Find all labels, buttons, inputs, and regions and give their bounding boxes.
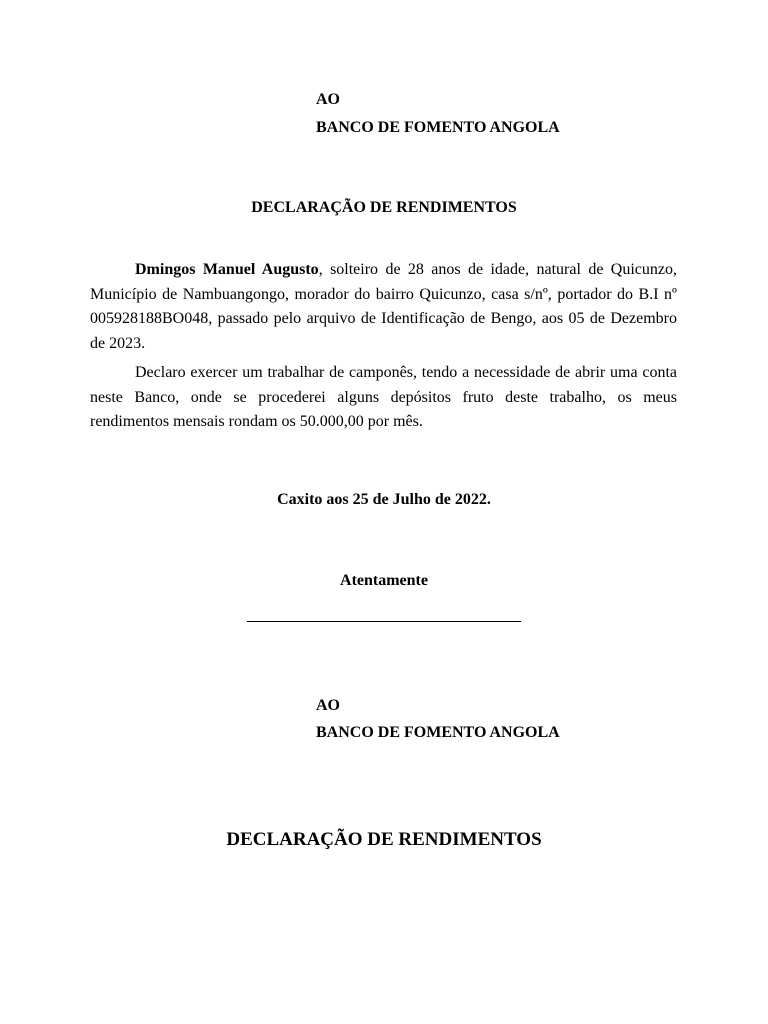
declaration-paragraph-1 (90, 258, 677, 356)
declaration-paragraph-2: Declaro exercer um trabalhar de camponês, tendo a necessidade de abrir uma conta neste Banco, onde se procederei alguns depósitos fruto deste trabalho, os meus rendimentos mensais rondam os 50.000,00 por mês. (90, 364, 677, 430)
document-title: DECLARAÇÃO DE RENDIMENTOS (251, 199, 517, 216)
closing-salutation: Atentamente (340, 572, 428, 589)
declarant-details: , solteiro de 28 anos de idade, natural de Quicunzo, Município de Nambuangongo, morador do bairro Quicunzo, casa s/nº, portador do B.I nº 005928188BO048, passado pelo arquivo de Identificação de Bengo, aos 05 de Dezembro de 2023. (90, 261, 677, 352)
recipient-line-ao: AO (316, 91, 340, 108)
recipient-line-ao-2: AO (316, 697, 340, 714)
recipient-line-bank-2: BANCO DE FOMENTO ANGOLA (316, 724, 560, 741)
recipient-line-bank: BANCO DE FOMENTO ANGOLA (316, 119, 560, 136)
declarant-name: Dmingos Manuel Augusto (135, 261, 319, 278)
place-date: Caxito aos 25 de Julho de 2022. (277, 491, 491, 508)
document-title-2: DECLARAÇÃO DE RENDIMENTOS (226, 829, 542, 850)
signature-line (247, 621, 521, 622)
